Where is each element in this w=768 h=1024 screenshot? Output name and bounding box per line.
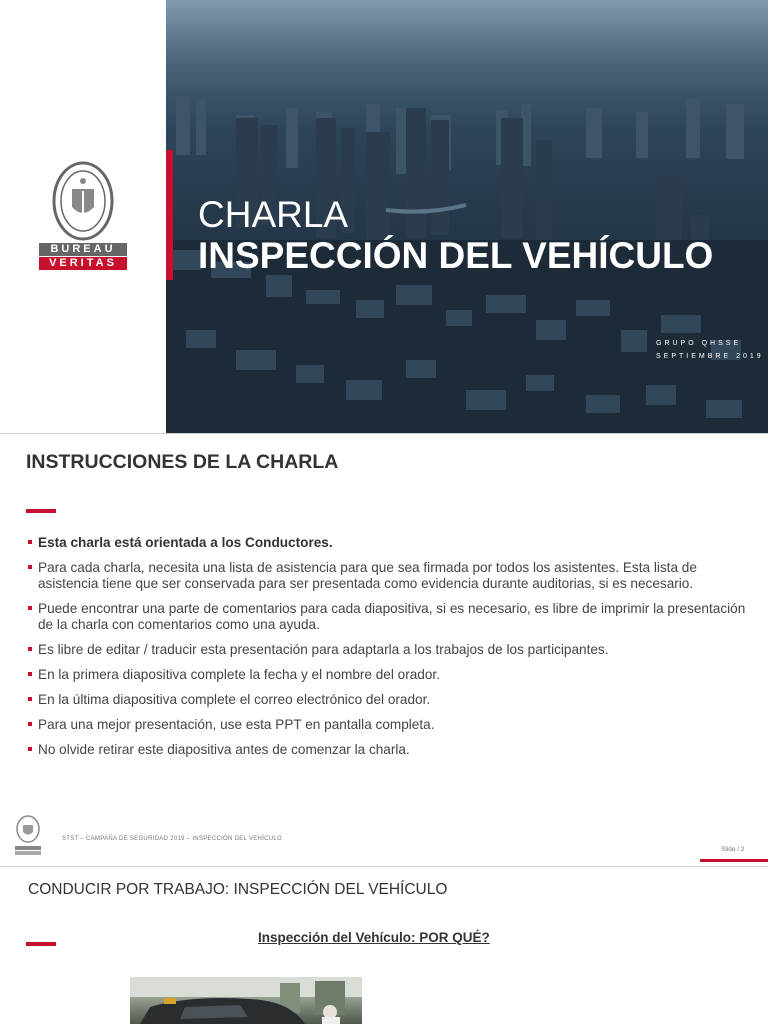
bureau-veritas-seal-icon [52, 161, 114, 241]
bullet-square-icon [28, 540, 32, 544]
list-item: En la última diapositiva complete el correo electrónico del orador. [28, 692, 748, 708]
date-label: SEPTIEMBRE 2019 [656, 353, 764, 360]
title-slide [0, 0, 768, 433]
vehicle-photo [130, 977, 362, 1024]
taxi-photo-illustration [130, 977, 362, 1024]
title-underline-accent [26, 509, 56, 513]
list-item: No olvide retirar este diapositiva antes de comenzar la charla. [28, 742, 748, 758]
bullet-square-icon [28, 647, 32, 651]
instructions-list [28, 535, 748, 767]
slide-title-line1: CHARLA [198, 194, 349, 235]
bullet-square-icon [28, 722, 32, 726]
bureau-veritas-logo [39, 161, 127, 270]
list-item: Para cada charla, necesita una lista de asistencia para que sea firmada por todos los asistentes. Esta lista de asistencia tiene que ser conservada para ser presentada como evidencia durante auditorias, si es necesario. [28, 560, 748, 592]
bullet-square-icon [28, 672, 32, 676]
bullet-square-icon [28, 606, 32, 610]
list-item: Esta charla está orientada a los Conductores. [28, 535, 748, 551]
logo-word-bureau: BUREAU [39, 243, 127, 256]
list-item: Puede encontrar una parte de comentarios para cada diapositiva, si es necesario, es libre de imprimir la presentación de la charla con comentarios como una ayuda. [28, 601, 748, 633]
slide3-subtitle: Inspección del Vehículo: POR QUÉ? [258, 930, 490, 945]
title-accent-bar [166, 150, 173, 280]
logo-word-veritas: VERITAS [39, 257, 127, 270]
slide-divider [0, 433, 768, 434]
bullet-square-icon [28, 747, 32, 751]
slide-divider [0, 866, 768, 867]
slide-number: Slide / 2 [721, 846, 745, 853]
list-item: Es libre de editar / traducir esta presentación para adaptarla a los trabajos de los participantes. [28, 642, 748, 658]
group-label: GRUPO QHSSE [656, 340, 742, 347]
bullet-square-icon [28, 697, 32, 701]
list-item: Para una mejor presentación, use esta PPT en pantalla completa. [28, 717, 748, 733]
slide3-title: CONDUCIR POR TRABAJO: INSPECCIÓN DEL VEHÍCULO [28, 881, 448, 898]
instructions-title: INSTRUCCIONES DE LA CHARLA [26, 451, 339, 473]
footer-accent-bar [700, 859, 768, 862]
slide-title-line2: INSPECCIÓN DEL VEHÍCULO [198, 235, 714, 276]
bullet-square-icon [28, 565, 32, 569]
logo-panel [0, 0, 166, 433]
title-underline-accent [26, 942, 56, 946]
footer-caption: STST – CAMPAÑA DE SEGURIDAD 2019 – INSPECCIÓN DEL VEHÍCULO [62, 836, 283, 842]
footer-logo-icon [13, 815, 43, 857]
list-item: En la primera diapositiva complete la fecha y el nombre del orador. [28, 667, 748, 683]
